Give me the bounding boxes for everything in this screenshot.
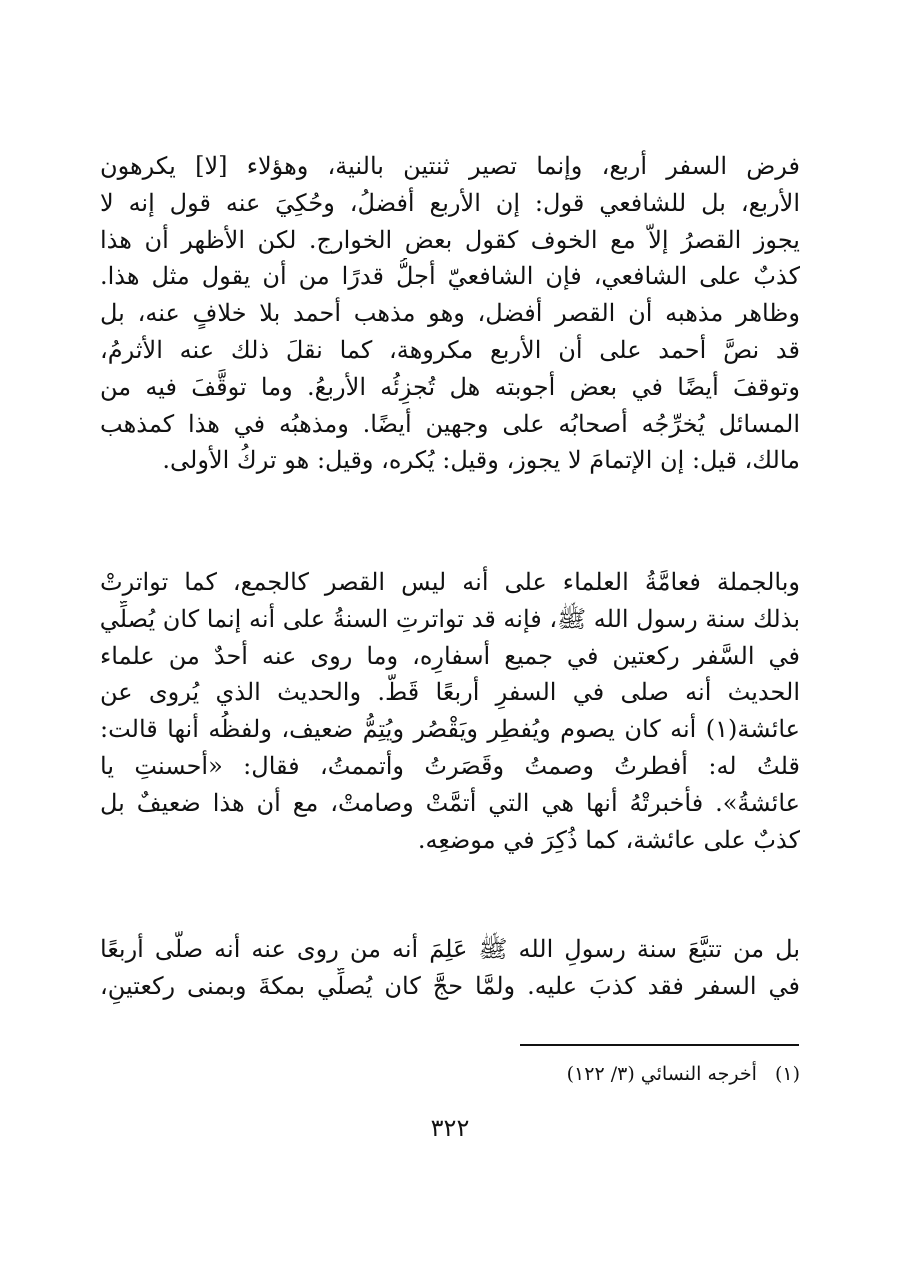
text-line: قد نصَّ أحمد على أن الأربع مكروهة، كما نقلَ ذلك عنه الأثرمُ،: [100, 335, 800, 364]
text-line: الأربع، بل للشافعي قول: إن الأربع أفضلُ، وحُكِيَ عنه قول إنه لا: [100, 188, 800, 217]
text-line: المسائل يُخرِّجُه أصحابُه على وجهين أيضًا. ومذهبُه في هذا كمذهب: [100, 409, 800, 438]
page-number: ٣٢٢: [430, 1114, 470, 1142]
text-line: بذلك سنة رسول الله ﷺ، فإنه قد تواترتِ السنةُ على أنه إنما كان يُصلِّي: [100, 604, 800, 633]
text-line: فرض السفر أربع، وإنما تصير ثنتين بالنية، وهؤلاء [لا] يكرهون: [100, 152, 800, 180]
text-line: في السَّفر ركعتين في جميع أسفارِه، وما روى عنه أحدٌ من علماء: [100, 641, 800, 670]
text-line: مالك، قيل: إن الإتمامَ لا يجوز، وقيل: يُكره، وقيل: هو تركُ الأولى.: [162, 446, 800, 475]
footnote: [300, 1058, 800, 1090]
text-line: كذبٌ على عائشة، كما ذُكِرَ في موضعِه.: [417, 825, 800, 854]
text-line: عائشةُ». فأخبرتْهُ أنها هي التي أتمَّتْ وصامتْ، مع أن هذا ضعيفٌ بل: [100, 788, 800, 817]
text-line: وبالجملة فعامَّةُ العلماء على أنه ليس القصر كالجمع، كما تواترتْ: [100, 568, 800, 596]
text-line: كذبٌ على الشافعي، فإن الشافعيّ أجلُّ قدرًا من أن يقول مثل هذا.: [100, 262, 800, 291]
paragraph-3: [100, 931, 800, 1005]
footnote-text: أخرجه النسائي (٣/ ١٢٢): [566, 1063, 757, 1085]
text-line: قلتُ له: أفطرتُ وصمتُ وقَصَرتُ وأتممتُ، فقال: «أحسنتِ يا: [100, 751, 800, 780]
paragraph-2: [100, 564, 800, 858]
text-line: وظاهر مذهبه أن القصر أفضل، وهو مذهب أحمد بلا خلافٍ عنه، بل: [100, 299, 800, 328]
footnote-marker: (١): [774, 1063, 800, 1085]
text-line: عائشة(١) أنه كان يصوم ويُفطِر ويَقْصُر ويُتِمُّ ضعيف، ولفظُه أنها قالت:: [100, 715, 800, 744]
text-line: وتوقفَ أيضًا في بعض أجوبته هل تُجزِئُه الأربعُ. وما توقَّفَ فيه من: [100, 372, 800, 401]
paragraph-1: [100, 148, 800, 479]
text-line: الحديث أنه صلى في السفرِ أربعًا قَطُّ. والحديث الذي يُروى عن: [100, 678, 800, 707]
text-line: بل من تتبَّعَ سنة رسولِ الله ﷺ عَلِمَ أنه من روى عنه أنه صلَّى أربعًا: [100, 935, 800, 963]
text-line: في السفر فقد كذبَ عليه. ولمَّا حجَّ كان يُصلِّي بمكةَ وبمنى ركعتينِ،: [100, 971, 800, 1000]
footnote-divider: [520, 1044, 799, 1046]
text-line: يجوز القصرُ إلاّ مع الخوف كقول بعض الخوارج. لكن الأظهر أن هذا: [100, 225, 800, 254]
